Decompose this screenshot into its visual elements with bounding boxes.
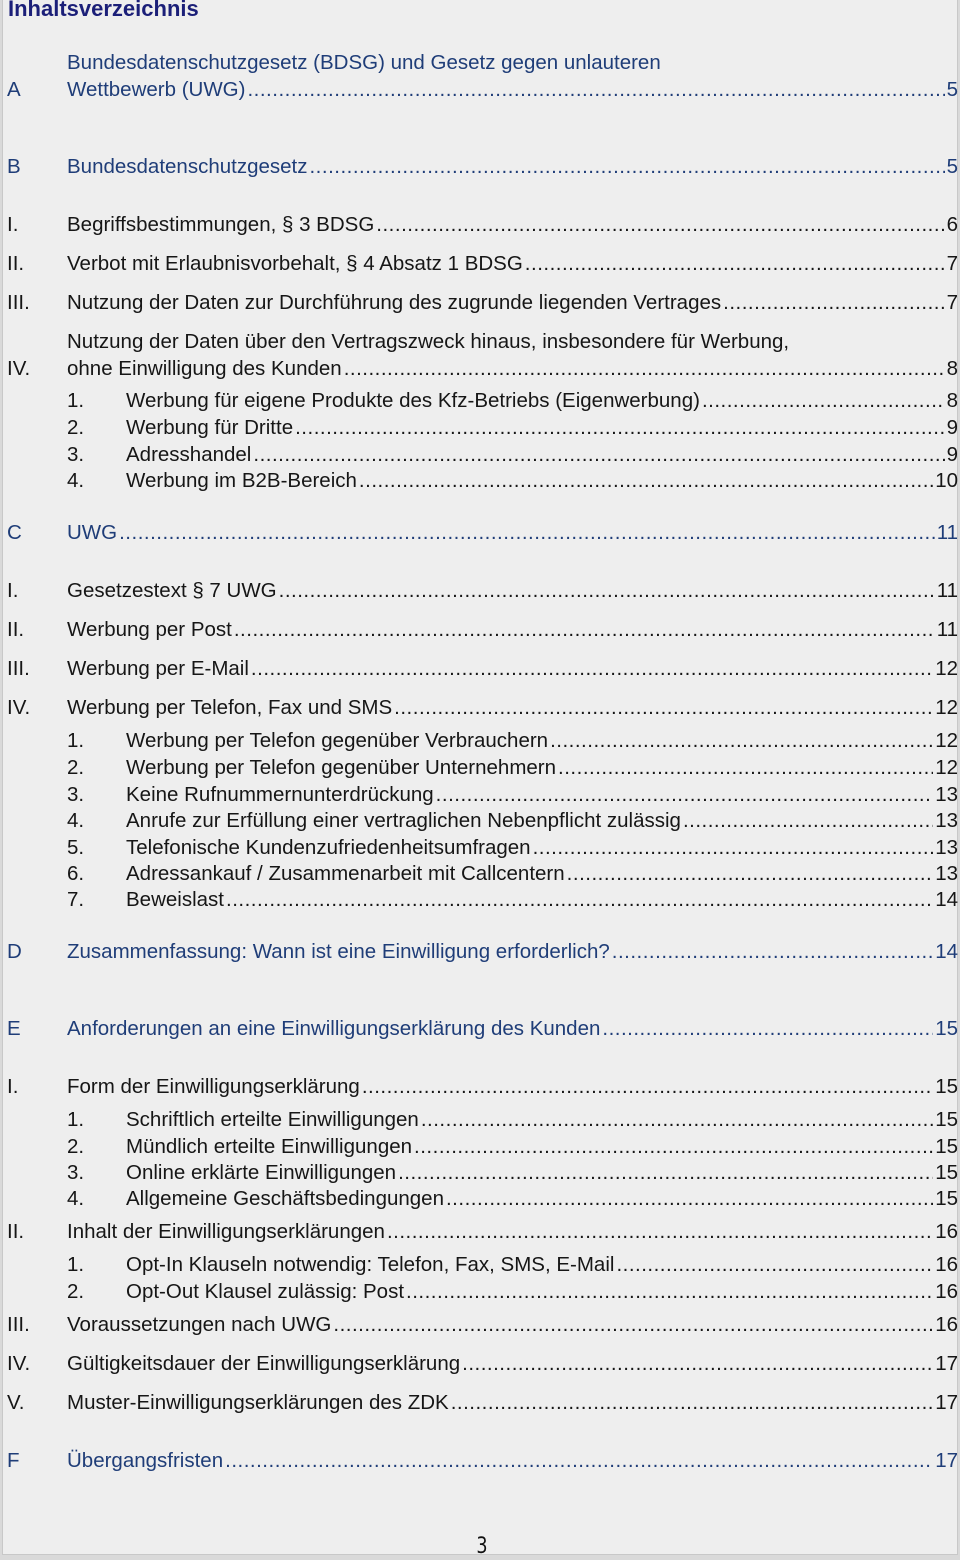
toc-entry-label: IV.	[7, 696, 31, 719]
toc-entry-body	[67, 251, 958, 277]
toc-entry-label: I.	[7, 213, 19, 236]
toc-entry-body	[67, 1390, 958, 1416]
toc-entry-body	[67, 1312, 958, 1338]
toc-entry[interactable]	[3, 1351, 958, 1377]
dot-leader	[295, 415, 944, 441]
toc-entry-body	[67, 1016, 958, 1042]
toc-entry-body	[67, 212, 958, 238]
toc-entry-title: ohne Einwilligung des Kunden	[67, 357, 342, 380]
dot-leader	[387, 1219, 933, 1245]
toc-entry[interactable]	[3, 1312, 958, 1338]
toc-entry-body	[67, 1448, 958, 1474]
toc-entry-label: 3.	[67, 1161, 85, 1184]
toc-entry-label: B	[7, 155, 21, 178]
dot-leader	[362, 1074, 933, 1100]
dot-leader	[550, 728, 933, 754]
toc-entry-label: II.	[7, 252, 25, 275]
dot-leader	[462, 1351, 933, 1377]
toc-entry-body	[67, 1219, 958, 1245]
toc-entry[interactable]	[3, 1252, 958, 1278]
toc-entry-label: D	[7, 940, 22, 963]
toc-entry-title: Werbung per E-Mail	[67, 657, 249, 680]
toc-entry-body	[126, 861, 958, 887]
toc-entry-body	[126, 415, 958, 441]
toc-entry-title: Werbung für Dritte	[126, 416, 294, 439]
toc-entry-body	[67, 1074, 958, 1100]
toc-entry[interactable]	[3, 656, 958, 682]
toc-entry[interactable]	[3, 468, 958, 494]
toc-entry[interactable]	[3, 442, 958, 468]
dot-leader	[723, 290, 944, 316]
toc-entry-label: IV.	[7, 1352, 31, 1375]
dot-leader	[451, 1390, 933, 1416]
toc-entry-title: Beweislast	[126, 888, 224, 911]
toc-entry-title: Zusammenfassung: Wann ist eine Einwilligung erforderlich?	[67, 940, 610, 963]
toc-entry-page: 15	[935, 1017, 958, 1040]
toc-entry-body	[67, 578, 958, 604]
toc-entry[interactable]	[3, 1390, 958, 1416]
toc-entry-page: 15	[935, 1161, 958, 1184]
dot-leader	[333, 1312, 933, 1338]
toc-entry-page: 16	[935, 1253, 958, 1276]
toc-entry[interactable]	[3, 808, 958, 834]
toc-entry[interactable]	[3, 415, 958, 441]
toc-entry[interactable]	[3, 1186, 958, 1212]
dot-leader	[279, 578, 935, 604]
toc-entry-body	[67, 1351, 958, 1377]
toc-entry[interactable]	[3, 728, 958, 754]
toc-entry-label: 3.	[67, 443, 85, 466]
toc-entry[interactable]	[3, 1107, 958, 1133]
toc-entry-title: Wettbewerb (UWG)	[67, 78, 246, 101]
toc-entry-title: Werbung für eigene Produkte des Kfz-Betriebs (Eigenwerbung)	[126, 389, 700, 412]
toc-entry-page: 9	[946, 416, 958, 439]
toc-entry-body	[126, 1107, 958, 1133]
toc-entry-page: 5	[946, 155, 958, 178]
toc-entry[interactable]	[3, 755, 958, 781]
toc-entry-page: 7	[946, 291, 958, 314]
toc-entry-page: 5	[946, 78, 958, 101]
toc-entry[interactable]	[3, 939, 958, 965]
dot-leader	[398, 1160, 933, 1186]
toc-entry[interactable]	[3, 1219, 958, 1245]
toc-entry-title: Keine Rufnummernunterdrückung	[126, 783, 434, 806]
toc-entry-label: 5.	[67, 836, 85, 859]
document-page	[2, 0, 958, 1559]
toc-entry-title: Mündlich erteilte Einwilligungen	[126, 1135, 413, 1158]
toc-entry-body	[126, 728, 958, 754]
toc-entry-body	[126, 835, 958, 861]
toc-entry[interactable]	[3, 330, 958, 382]
toc-entry-page: 17	[935, 1391, 958, 1414]
toc-entry-page: 8	[946, 389, 958, 412]
toc-entry-body	[67, 77, 958, 103]
toc-entry-label: 7.	[67, 888, 85, 911]
toc-entry[interactable]	[3, 695, 958, 721]
toc-entry-label: 4.	[67, 1187, 85, 1210]
toc-entry-page: 12	[935, 657, 958, 680]
toc-entry-title: Anrufe zur Erfüllung einer vertraglichen Nebenpflicht zulässig	[126, 809, 681, 832]
dot-leader	[226, 887, 933, 913]
dot-leader	[406, 1279, 933, 1305]
toc-entry[interactable]	[3, 251, 958, 277]
toc-entry-page: 17	[935, 1352, 958, 1375]
toc-entry-label: IV.	[7, 357, 31, 380]
dot-leader	[612, 939, 933, 965]
toc-entry-label: C	[7, 521, 22, 544]
toc-entry-title: Anforderungen an eine Einwilligungserklärung des Kunden	[67, 1017, 601, 1040]
dot-leader	[359, 468, 933, 494]
dot-leader	[558, 755, 933, 781]
toc-entry-body	[67, 520, 958, 546]
toc-entry-title: Online erklärte Einwilligungen	[126, 1161, 397, 1184]
dot-leader	[253, 442, 944, 468]
toc-entry-body	[67, 656, 958, 682]
toc-entry-title: UWG	[67, 521, 118, 544]
toc-entry-title: Verbot mit Erlaubnisvorbehalt, § 4 Absatz 1 BDSG	[67, 252, 523, 275]
dot-leader	[436, 782, 934, 808]
toc-entry-title: Werbung per Post	[67, 618, 232, 641]
toc-entry-title: Werbung per Telefon gegenüber Unternehmern	[126, 756, 557, 779]
toc-entry-label: V.	[7, 1391, 25, 1414]
toc-entry[interactable]	[3, 520, 958, 546]
toc-entry-title: Gesetzestext § 7 UWG	[67, 579, 277, 602]
toc-entry-label: 1.	[67, 1108, 85, 1131]
toc-entry-page: 12	[935, 729, 958, 752]
toc-entry[interactable]	[3, 1134, 958, 1160]
toc-entry[interactable]	[3, 212, 958, 238]
toc-entry-page: 7	[946, 252, 958, 275]
toc-entry-title: Inhalt der Einwilligungserklärungen	[67, 1220, 385, 1243]
toc-entry[interactable]	[3, 51, 958, 103]
toc-entry-title: Opt-In Klauseln notwendig: Telefon, Fax, SMS, E-Mail	[126, 1253, 615, 1276]
toc-entry-label: 6.	[67, 862, 85, 885]
toc-entry-page: 13	[935, 809, 958, 832]
toc-entry[interactable]	[3, 782, 958, 808]
toc-entry-label: II.	[7, 618, 25, 641]
toc-entry-title: Übergangsfristen	[67, 1449, 224, 1472]
toc-entry-label: I.	[7, 1075, 19, 1098]
toc-entry-page: 16	[935, 1220, 958, 1243]
dot-leader	[602, 1016, 933, 1042]
toc-entry-title: Bundesdatenschutzgesetz	[67, 155, 308, 178]
toc-entry-title-line1: Nutzung der Daten über den Vertragszweck hinaus, insbesondere für Werbung,	[67, 330, 790, 353]
toc-entry-label: III.	[7, 291, 30, 314]
toc-entry-body	[126, 1252, 958, 1278]
toc-entry-title: Adresshandel	[126, 443, 252, 466]
toc-entry-title: Gültigkeitsdauer der Einwilligungserklärung	[67, 1352, 461, 1375]
dot-leader	[525, 251, 945, 277]
toc-entry-label: II.	[7, 1220, 25, 1243]
toc-entry-page: 13	[935, 836, 958, 859]
toc-entry[interactable]	[3, 1160, 958, 1186]
toc-entry-title: Schriftlich erteilte Einwilligungen	[126, 1108, 419, 1131]
toc-entry-page: 15	[935, 1135, 958, 1158]
toc-entry[interactable]	[3, 617, 958, 643]
toc-entry-page: 12	[935, 696, 958, 719]
toc-entry-label: 3.	[67, 783, 85, 806]
toc-entry-page: 15	[935, 1187, 958, 1210]
toc-entry-page: 16	[935, 1280, 958, 1303]
toc-entry-body	[126, 1279, 958, 1305]
toc-entry-label: 4.	[67, 809, 85, 832]
toc-entry-label: E	[7, 1017, 21, 1040]
dot-leader	[446, 1186, 933, 1212]
toc-entry-page: 10	[935, 469, 958, 492]
toc-entry-page: 13	[935, 783, 958, 806]
dot-leader	[344, 356, 945, 382]
toc-entry-title: Begriffsbestimmungen, § 3 BDSG	[67, 213, 375, 236]
toc-entry-label: 1.	[67, 389, 85, 412]
toc-entry-body	[126, 782, 958, 808]
toc-entry-title: Werbung im B2B-Bereich	[126, 469, 357, 492]
toc-entry-body	[126, 755, 958, 781]
toc-entry-title-line1: Bundesdatenschutzgesetz (BDSG) und Gesetz gegen unlauteren	[67, 51, 661, 74]
dot-leader	[247, 77, 944, 103]
toc-title: Inhaltsverzeichnis	[8, 0, 199, 21]
toc-entry-label: III.	[7, 657, 30, 680]
dot-leader	[251, 656, 933, 682]
toc-entry-body	[67, 939, 958, 965]
toc-entry-page: 8	[946, 357, 958, 380]
toc-entry-label: 2.	[67, 1280, 85, 1303]
toc-entry-label: 1.	[67, 1253, 85, 1276]
toc-entry-body	[126, 1134, 958, 1160]
toc-entry-title: Muster-Einwilligungserklärungen des ZDK	[67, 1391, 449, 1414]
toc-entry-label: III.	[7, 1313, 30, 1336]
toc-entry-page: 15	[935, 1108, 958, 1131]
toc-entry-body	[67, 290, 958, 316]
toc-entry-page: 13	[935, 862, 958, 885]
toc-entry-body	[126, 442, 958, 468]
toc-entry[interactable]	[3, 887, 958, 913]
toc-entry-page: 16	[935, 1313, 958, 1336]
dot-leader	[533, 835, 934, 861]
toc-entry-label: F	[7, 1449, 20, 1472]
toc-entry-title: Allgemeine Geschäftsbedingungen	[126, 1187, 444, 1210]
toc-entry[interactable]	[3, 578, 958, 604]
toc-entry[interactable]	[3, 154, 958, 180]
dot-leader	[421, 1107, 933, 1133]
dot-leader	[683, 808, 933, 834]
toc-entry-label: 1.	[67, 729, 85, 752]
dot-leader	[394, 695, 933, 721]
toc-entry[interactable]	[3, 835, 958, 861]
toc-entry-title: Werbung per Telefon gegenüber Verbrauchern	[126, 729, 549, 752]
dot-leader	[309, 154, 944, 180]
toc-entry[interactable]	[3, 1279, 958, 1305]
toc-entry-body	[126, 808, 958, 834]
toc-entry-title: Form der Einwilligungserklärung	[67, 1075, 360, 1098]
toc-entry-body	[126, 388, 958, 414]
toc-entry-title: Werbung per Telefon, Fax und SMS	[67, 696, 393, 719]
toc-entry-body	[126, 1186, 958, 1212]
toc-entry-body	[67, 617, 958, 643]
toc-entry[interactable]	[3, 388, 958, 414]
toc-entry-body	[126, 1160, 958, 1186]
dot-leader	[414, 1134, 933, 1160]
page-number: 3	[476, 1534, 488, 1559]
toc-entry-page: 15	[935, 1075, 958, 1098]
toc-entry-page: 11	[936, 579, 958, 602]
dot-leader	[119, 520, 935, 546]
toc-entry-body	[67, 154, 958, 180]
dot-leader	[376, 212, 944, 238]
toc-entry-label: 2.	[67, 1135, 85, 1158]
toc-entry-body	[67, 695, 958, 721]
toc-entry[interactable]	[3, 861, 958, 887]
toc-entry-title: Nutzung der Daten zur Durchführung des zugrunde liegenden Vertrages	[67, 291, 722, 314]
toc-entry-label: 2.	[67, 416, 85, 439]
toc-entry-page: 6	[946, 213, 958, 236]
toc-entry-body	[126, 887, 958, 913]
toc-entry-title: Opt-Out Klausel zulässig: Post	[126, 1280, 405, 1303]
toc-entry-page: 11	[936, 521, 958, 544]
toc-entry-page: 9	[946, 443, 958, 466]
toc-entry-label: A	[7, 78, 21, 101]
toc-entry-body	[126, 468, 958, 494]
dot-leader	[702, 388, 945, 414]
dot-leader	[225, 1448, 933, 1474]
toc-entry-label: 4.	[67, 469, 85, 492]
toc-entry-page: 14	[935, 888, 958, 911]
toc-entry-label: I.	[7, 579, 19, 602]
toc-entry-page: 11	[936, 618, 958, 641]
toc-entry[interactable]	[3, 1074, 958, 1100]
dot-leader	[616, 1252, 933, 1278]
toc-entry-page: 14	[935, 940, 958, 963]
toc-entry-title: Voraussetzungen nach UWG	[67, 1313, 332, 1336]
toc-entry-title: Adressankauf / Zusammenarbeit mit Callcentern	[126, 862, 565, 885]
dot-leader	[234, 617, 935, 643]
toc-entry-body	[67, 356, 958, 382]
toc-entry[interactable]	[3, 1016, 958, 1042]
toc-entry[interactable]	[3, 290, 958, 316]
toc-entry-title: Telefonische Kundenzufriedenheitsumfragen	[126, 836, 531, 859]
toc-entry[interactable]	[3, 1448, 958, 1474]
toc-entry-page: 12	[935, 756, 958, 779]
toc-entry-label: 2.	[67, 756, 85, 779]
toc-entry-page: 17	[935, 1449, 958, 1472]
dot-leader	[567, 861, 934, 887]
